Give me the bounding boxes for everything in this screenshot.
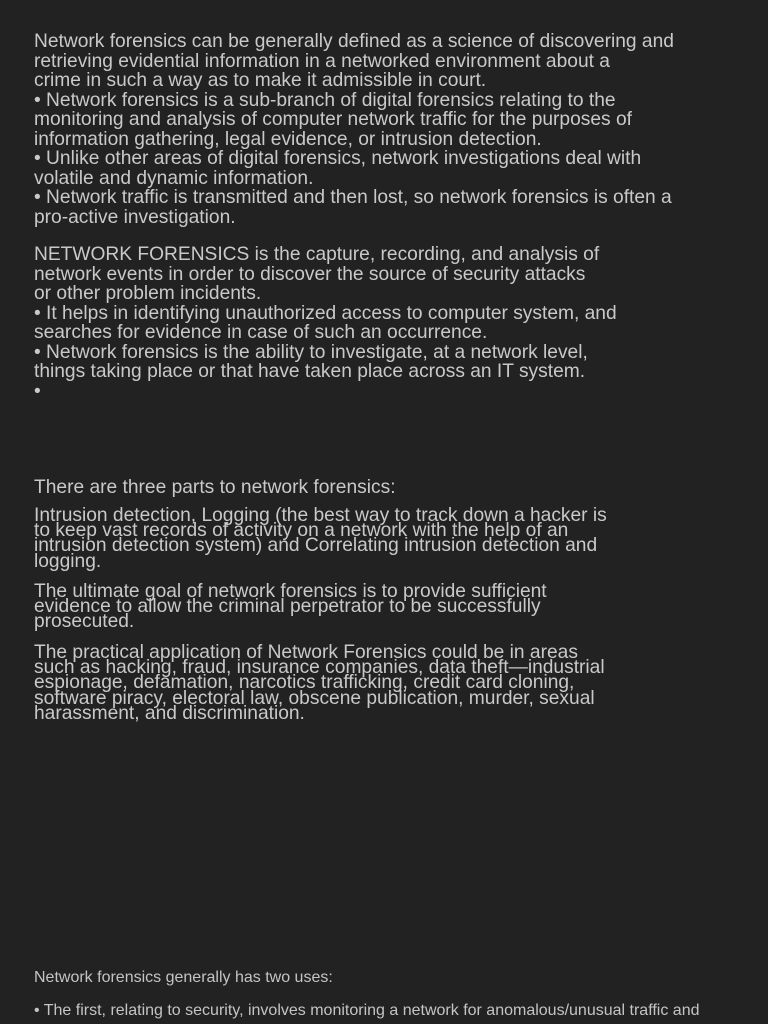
paragraph-ultimate-goal (34, 581, 734, 633)
text-line: Intrusion detection, Logging (the best way to track down a hacker is (34, 505, 607, 526)
text-line: things taking place or that have taken place across an IT system. (34, 361, 586, 382)
text-line: information gathering, legal evidence, or intrusion detection. (34, 128, 542, 150)
text-line: harassment, and discrimination. (34, 702, 305, 724)
text-line: intrusion detection system) and Correlating intrusion detection and (34, 535, 598, 557)
text-line: monitoring and analysis of computer network traffic for the purposes of (34, 109, 632, 130)
text-line: The ultimate goal of network forensics is to provide sufficient (34, 581, 547, 602)
text-line: prosecuted. (34, 611, 135, 633)
bullet-line: • The first, relating to security, involves monitoring a network for anomalous/unusual traffic and (34, 1002, 700, 1019)
text-line: to keep vast records of activity on a network with the help of an (34, 520, 569, 542)
text-line: The practical application of Network Forensics could be in areas (34, 642, 578, 663)
text-line: logging. (34, 550, 102, 572)
bullet-line: • It helps in identifying unauthorized access to computer system, and (34, 302, 617, 324)
text-line: There are three parts to network forensics: (34, 477, 396, 498)
text-line: Network forensics generally has two uses: (34, 969, 333, 986)
text-line: software piracy, electoral law, obscene publication, murder, sexual (34, 687, 595, 709)
bullet-line: • Network forensics is the ability to investigate, at a network level, (34, 341, 588, 363)
text-line: searches for evidence in case of such an occurrence. (34, 322, 488, 343)
text-line: espionage, defamation, narcotics trafficking, credit card cloning, (34, 672, 575, 694)
text-line: network events in order to discover the source of security attacks (34, 263, 586, 285)
paragraph-capture-recording (34, 245, 734, 401)
text-line: evidence to allow the criminal perpetrator to be successfully (34, 596, 541, 618)
text-line: Network forensics can be generally defined as a science of discovering and (34, 31, 674, 52)
text-line: volatile and dynamic information. (34, 167, 314, 189)
text-line: pro-active investigation. (34, 206, 236, 228)
bullet-line: • Network forensics is a sub-branch of digital forensics relating to the (34, 89, 616, 111)
text-line: such as hacking, fraud, insurance companies, data theft—industrial (34, 657, 605, 679)
paragraph-intrusion-detection (34, 505, 734, 572)
bullet-line: • Unlike other areas of digital forensics, network investigations deal with (34, 148, 642, 169)
paragraph-two-uses (34, 969, 734, 987)
text-line: crime in such a way as to make it admissible in court. (34, 70, 487, 91)
bullet-line: • Network traffic is transmitted and then lost, so network forensics is often a (34, 187, 672, 208)
paragraph-first-use (34, 1002, 734, 1020)
paragraph-three-parts (34, 478, 734, 498)
paragraph-practical-application (34, 642, 734, 724)
text-line: or other problem incidents. (34, 283, 262, 304)
text-line: NETWORK FORENSICS is the capture, recording, and analysis of (34, 244, 600, 265)
bullet-line: • (34, 380, 41, 402)
text-line: retrieving evidential information in a networked environment about a (34, 50, 610, 72)
paragraph-definition (34, 32, 734, 227)
